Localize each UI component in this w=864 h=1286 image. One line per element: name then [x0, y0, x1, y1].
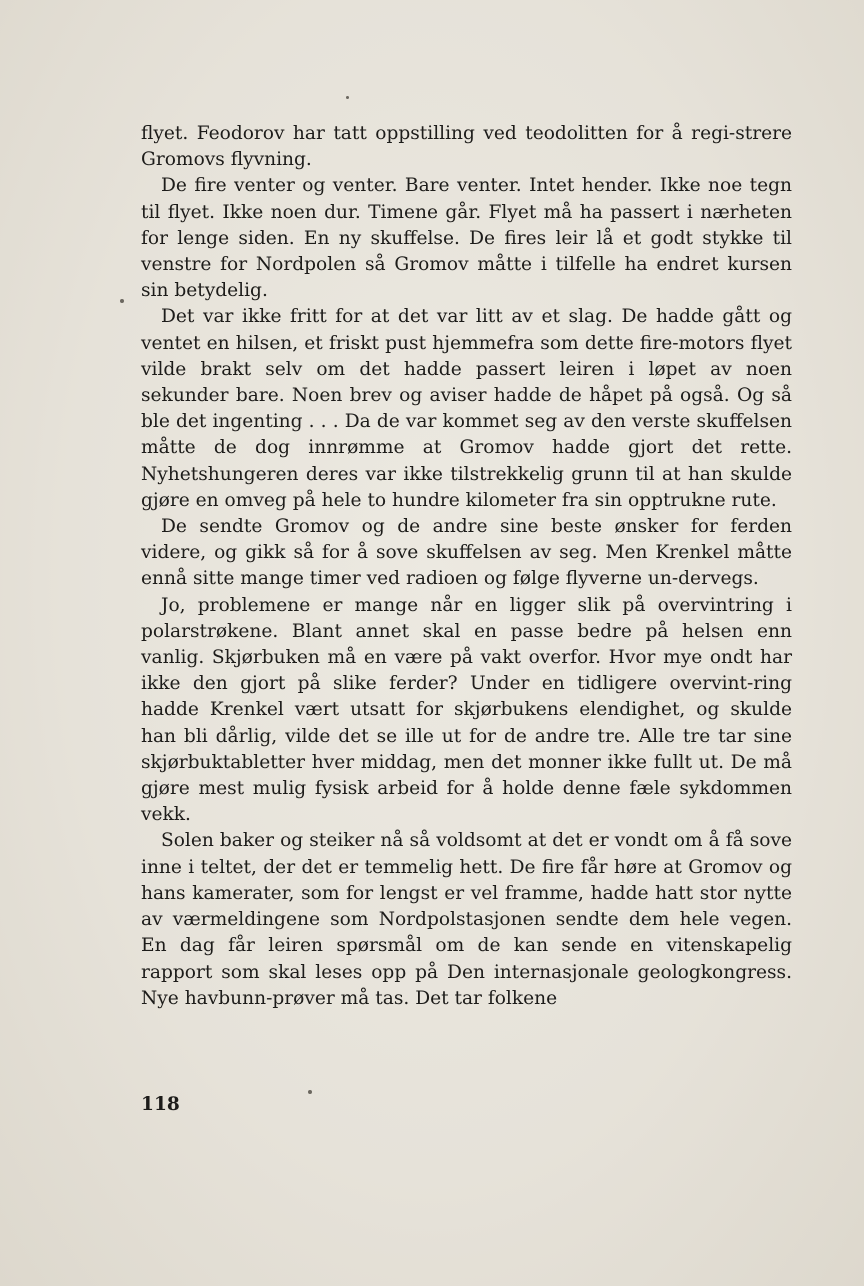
page-number: 118: [141, 1094, 180, 1115]
print-speck: [120, 299, 124, 303]
paragraph: De fire venter og venter. Bare venter. Intet hender. Ikke noe tegn til flyet. Ikke noen dur. Timene går. Flyet må ha passert i nærheten for lenge siden. En ny skuffelse. De fires leir lå et godt stykke til venstre for Nordpolen så Gromov måtte i tilfelle ha endret kursen sin betydelig.: [141, 175, 792, 302]
paragraph: Det var ikke fritt for at det var litt av et slag. De hadde gått og ventet en hilsen, et friskt pust hjemmefra som dette fire-motors flyet vilde brakt selv om det hadde passert leiren i løpet av noen sekunder bare. Noen brev og aviser hadde de håpet på også. Og så ble det ingenting . . . Da de var kommet seg av den verste skuffelsen måtte de dog innrømme at Gromov hadde gjort det rette. Nyhetshungeren deres var ikke tilstrekkelig grunn til at han skulde gjøre en omveg på hele to hundre kilometer fra sin opptrukne rute.: [141, 306, 792, 511]
print-speck: [308, 1090, 312, 1094]
paragraph: Jo, problemene er mange når en ligger slik på overvintring i polarstrøkene. Blant annet skal en passe bedre på helsen enn vanlig. Skjørbuken må en være på vakt overfor. Hvor mye ondt har ikke den gjort på slike ferder? Under en tidligere overvint-ring hadde Krenkel vært utsatt for skjørbukens elendighet, og skulde han bli dårlig, vilde det se ille ut for de andre tre. Alle tre tar sine skjørbuktabletter hver middag, men det monner ikke fullt ut. De må gjøre mest mulig fysisk arbeid for å holde denne fæle sykdommen vekk.: [141, 594, 792, 826]
paragraph: Solen baker og steiker nå så voldsomt at det er vondt om å få sove inne i teltet, der det er temmelig hett. De fire får høre at Gromov og hans kamerater, som for lengst er vel framme, hadde hatt stor nytte av værmeldingene som Nordpolstasjonen sendte dem hele vegen. En dag får leiren spørsmål om de kan sende en vitenskapelig rapport som skal leses opp på Den internasjonale geologkongress. Nye havbunn-prøver må tas. Det tar folkene: [141, 830, 792, 1009]
print-speck: [346, 96, 349, 99]
paragraph: flyet. Feodorov har tatt oppstilling ved teodolitten for å regi-strere Gromovs flyvning.: [141, 123, 792, 171]
paragraph: De sendte Gromov og de andre sine beste ønsker for ferden videre, og gikk så for å sove skuffelsen av seg. Men Krenkel måtte ennå sitte mange timer ved radioen og følge flyverne un-dervegs.: [141, 516, 792, 590]
body-text: [141, 121, 792, 1012]
